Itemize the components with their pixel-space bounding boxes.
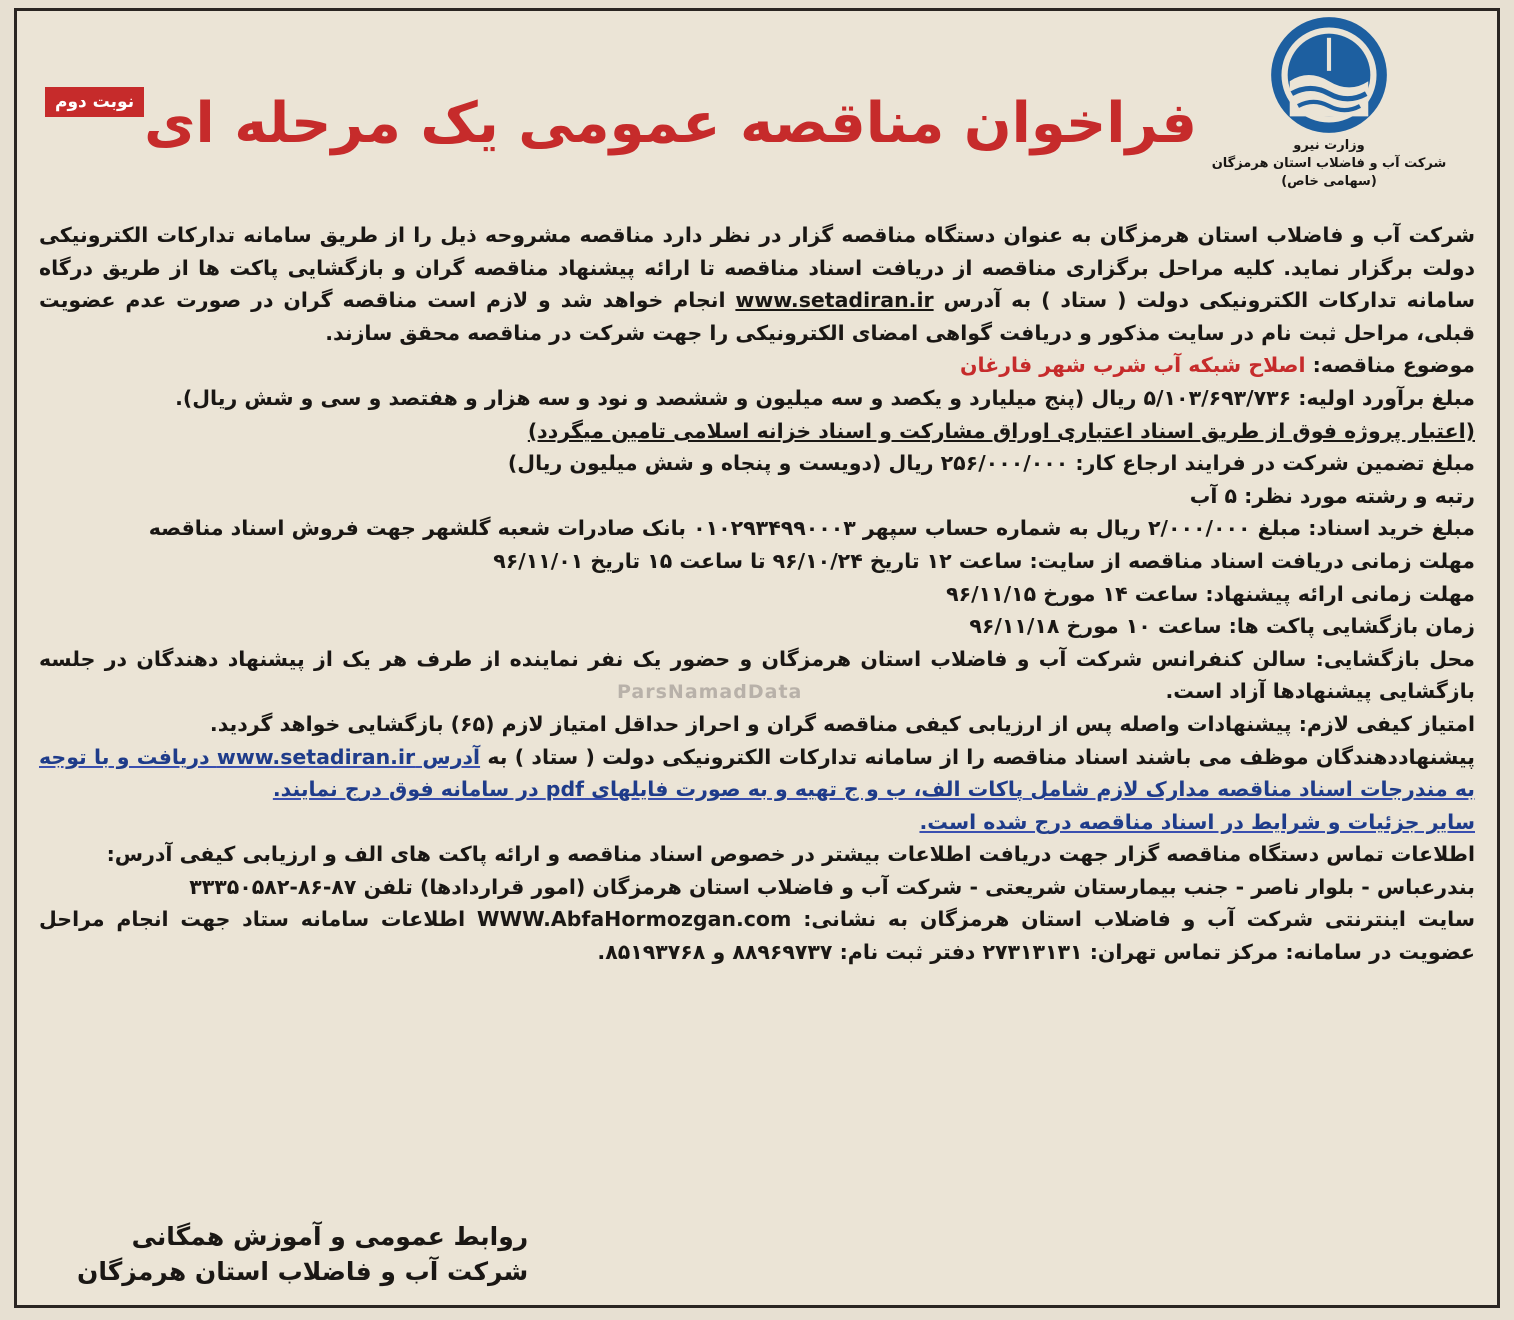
organization-block [1199, 11, 1459, 211]
doc-price-line: مبلغ خرید اسناد: مبلغ ۲/۰۰۰/۰۰۰ ریال به شماره حساب سپهر ۰۱۰۲۹۳۴۹۹۰۰۰۳ بانک صادرات شعبه گلشهر جهت فروش اسناد مناقصه [148, 516, 1475, 541]
contact-line-1: اطلاعات تماس دستگاه مناقصه گزار جهت دریافت اطلاعات بیشتر در خصوص اسناد مناقصه و ارائه پاکت های الف و ارزیابی کیفی آدرس: [106, 842, 1475, 867]
org-company: شرکت آب و فاضلاب استان هرمزگان [1211, 156, 1447, 171]
details-line: سایر جزئیات و شرایط در اسناد مناقصه درج شده است. [919, 809, 1475, 834]
subject-line [39, 349, 1475, 382]
water-company-logo-icon [1267, 13, 1391, 137]
intro-text-continued: انجام خواهد شد و لازم است مناقصه گران در صورت عدم عضویت قبلی، مراحل ثبت نام در سایت مذکور و دریافت گواهی امضای الکترونیکی را جهت شرکت در مناقصه محقق سازند. [39, 288, 1475, 345]
bidders-text: پیشنهاددهندگان موظف می باشند اسناد مناقصه را از سامانه تدارکات الکترونیکی دولت ( ستاد ) به [487, 744, 1475, 769]
round-badge: نوبت دوم [45, 87, 144, 117]
opening-place-line: محل بازگشایی: سالن کنفرانس شرکت آب و فاضلاب استان هرمزگان و حضور یک نفر نماینده از طرف هر یک از پیشنهاد دهندگان در جلسه بازگشایی پیشنهادها آزاد است. [39, 646, 1475, 704]
intro-text: شرکت آب و فاضلاب استان هرمزگان به عنوان دستگاه مناقصه گزار در نظر دارد مناقصه مشروحه ذیل را از طریق سامانه تدارکات الکترونیکی دولت برگزار نماید. کلیه مراحل برگزاری مناقصه از دریافت اسناد مناقصه تا ارائه پیشنهاد مناقصه گران و بازگشایی پاکت ها از طریق درگاه سامانه تدارکات الکترونیکی دولت ( ستاد ) به آدرس [39, 223, 1475, 313]
watermark: ParsNamadData [617, 681, 803, 703]
bidders-text-highlighted: آدرس www.setadiran.ir دریافت و با توجه به مندرجات اسناد مناقصه مدارک لازم شامل پاکات الف، ب و ج تهیه و به صورت فایلهای pdf در سامانه فوق درج نمایند. [39, 744, 1475, 802]
header [17, 11, 1497, 216]
org-ministry: وزارت نیرو [1293, 138, 1365, 153]
notice-body [39, 219, 1475, 969]
rank-line: رتبه و رشته مورد نظر: ۵ آب [1189, 483, 1475, 508]
estimate-line: مبلغ برآورد اولیه: ۵/۱۰۳/۶۹۳/۷۳۶ ریال (پنج میلیارد و یکصد و سه میلیون و ششصد و نود و سه هزار و هفتصد و سی و شش ریال). [175, 385, 1475, 410]
setad-link[interactable]: www.setadiran.ir [735, 288, 934, 313]
signature-company: شرکت آب و فاضلاب استان هرمزگان [77, 1257, 529, 1286]
subject-value: اصلاح شبکه آب شرب شهر فارغان [960, 353, 1306, 378]
notice-title: فراخوان مناقصه عمومی یک مرحله ای [144, 91, 1197, 156]
funding-line: (اعتبار پروژه فوق از طریق اسناد اعتباری اوراق مشارکت و اسناد خزانه اسلامی تامین میگردد) [527, 418, 1475, 443]
doc-deadline-line: مهلت زمانی دریافت اسناد مناقصه از سایت: ساعت ۱۲ تاریخ ۹۶/۱۰/۲۴ تا ساعت ۱۵ تاریخ ۹۶/۱۱/۰۱ [493, 548, 1475, 573]
contact-line-3: سایت اینترنتی شرکت آب و فاضلاب استان هرمزگان به نشانی: WWW.AbfaHormozgan.com اطلاعات سامانه ستاد جهت انجام مراحل عضویت در سامانه: مرکز تماس تهران: ۲۷۳۱۳۱۳۱ دفتر ثبت نام: ۸۸۹۶۹۷۳۷ و ۸۵۱۹۳۷۶۸. [39, 907, 1475, 965]
bidders-paragraph [39, 741, 1475, 806]
subject-label: موضوع مناقصه: [1312, 353, 1475, 378]
intro-paragraph [39, 219, 1475, 349]
tender-notice [14, 8, 1500, 1308]
org-type: (سهامی خاص) [1281, 174, 1377, 189]
score-line: امتیاز کیفی لازم: پیشنهادات واصله پس از ارزیابی کیفی مناقصه گران و احراز حداقل امتیاز لازم (۶۵) بازگشایی خواهد گردید. [209, 711, 1475, 736]
bid-deadline-line: مهلت زمانی ارائه پیشنهاد: ساعت ۱۴ مورخ ۹۶/۱۱/۱۵ [946, 581, 1475, 606]
opening-time-line: زمان بازگشایی پاکت ها: ساعت ۱۰ مورخ ۹۶/۱۱/۱۸ [969, 614, 1475, 639]
contact-line-2: بندرعباس - بلوار ناصر - جنب بیمارستان شریعتی - شرکت آب و فاضلاب استان هرمزگان (امور قراردادها) تلفن ۸۷-۸۶-۳۳۳۵۰۵۸۲ [189, 874, 1475, 899]
guarantee-line: مبلغ تضمین شرکت در فرایند ارجاع کار: ۲۵۶/۰۰۰/۰۰۰ ریال (دویست و پنجاه و شش میلیون ریال) [507, 451, 1475, 476]
signature-block [77, 1219, 528, 1289]
signature-department: روابط عمومی و آموزش همگانی [131, 1222, 529, 1251]
